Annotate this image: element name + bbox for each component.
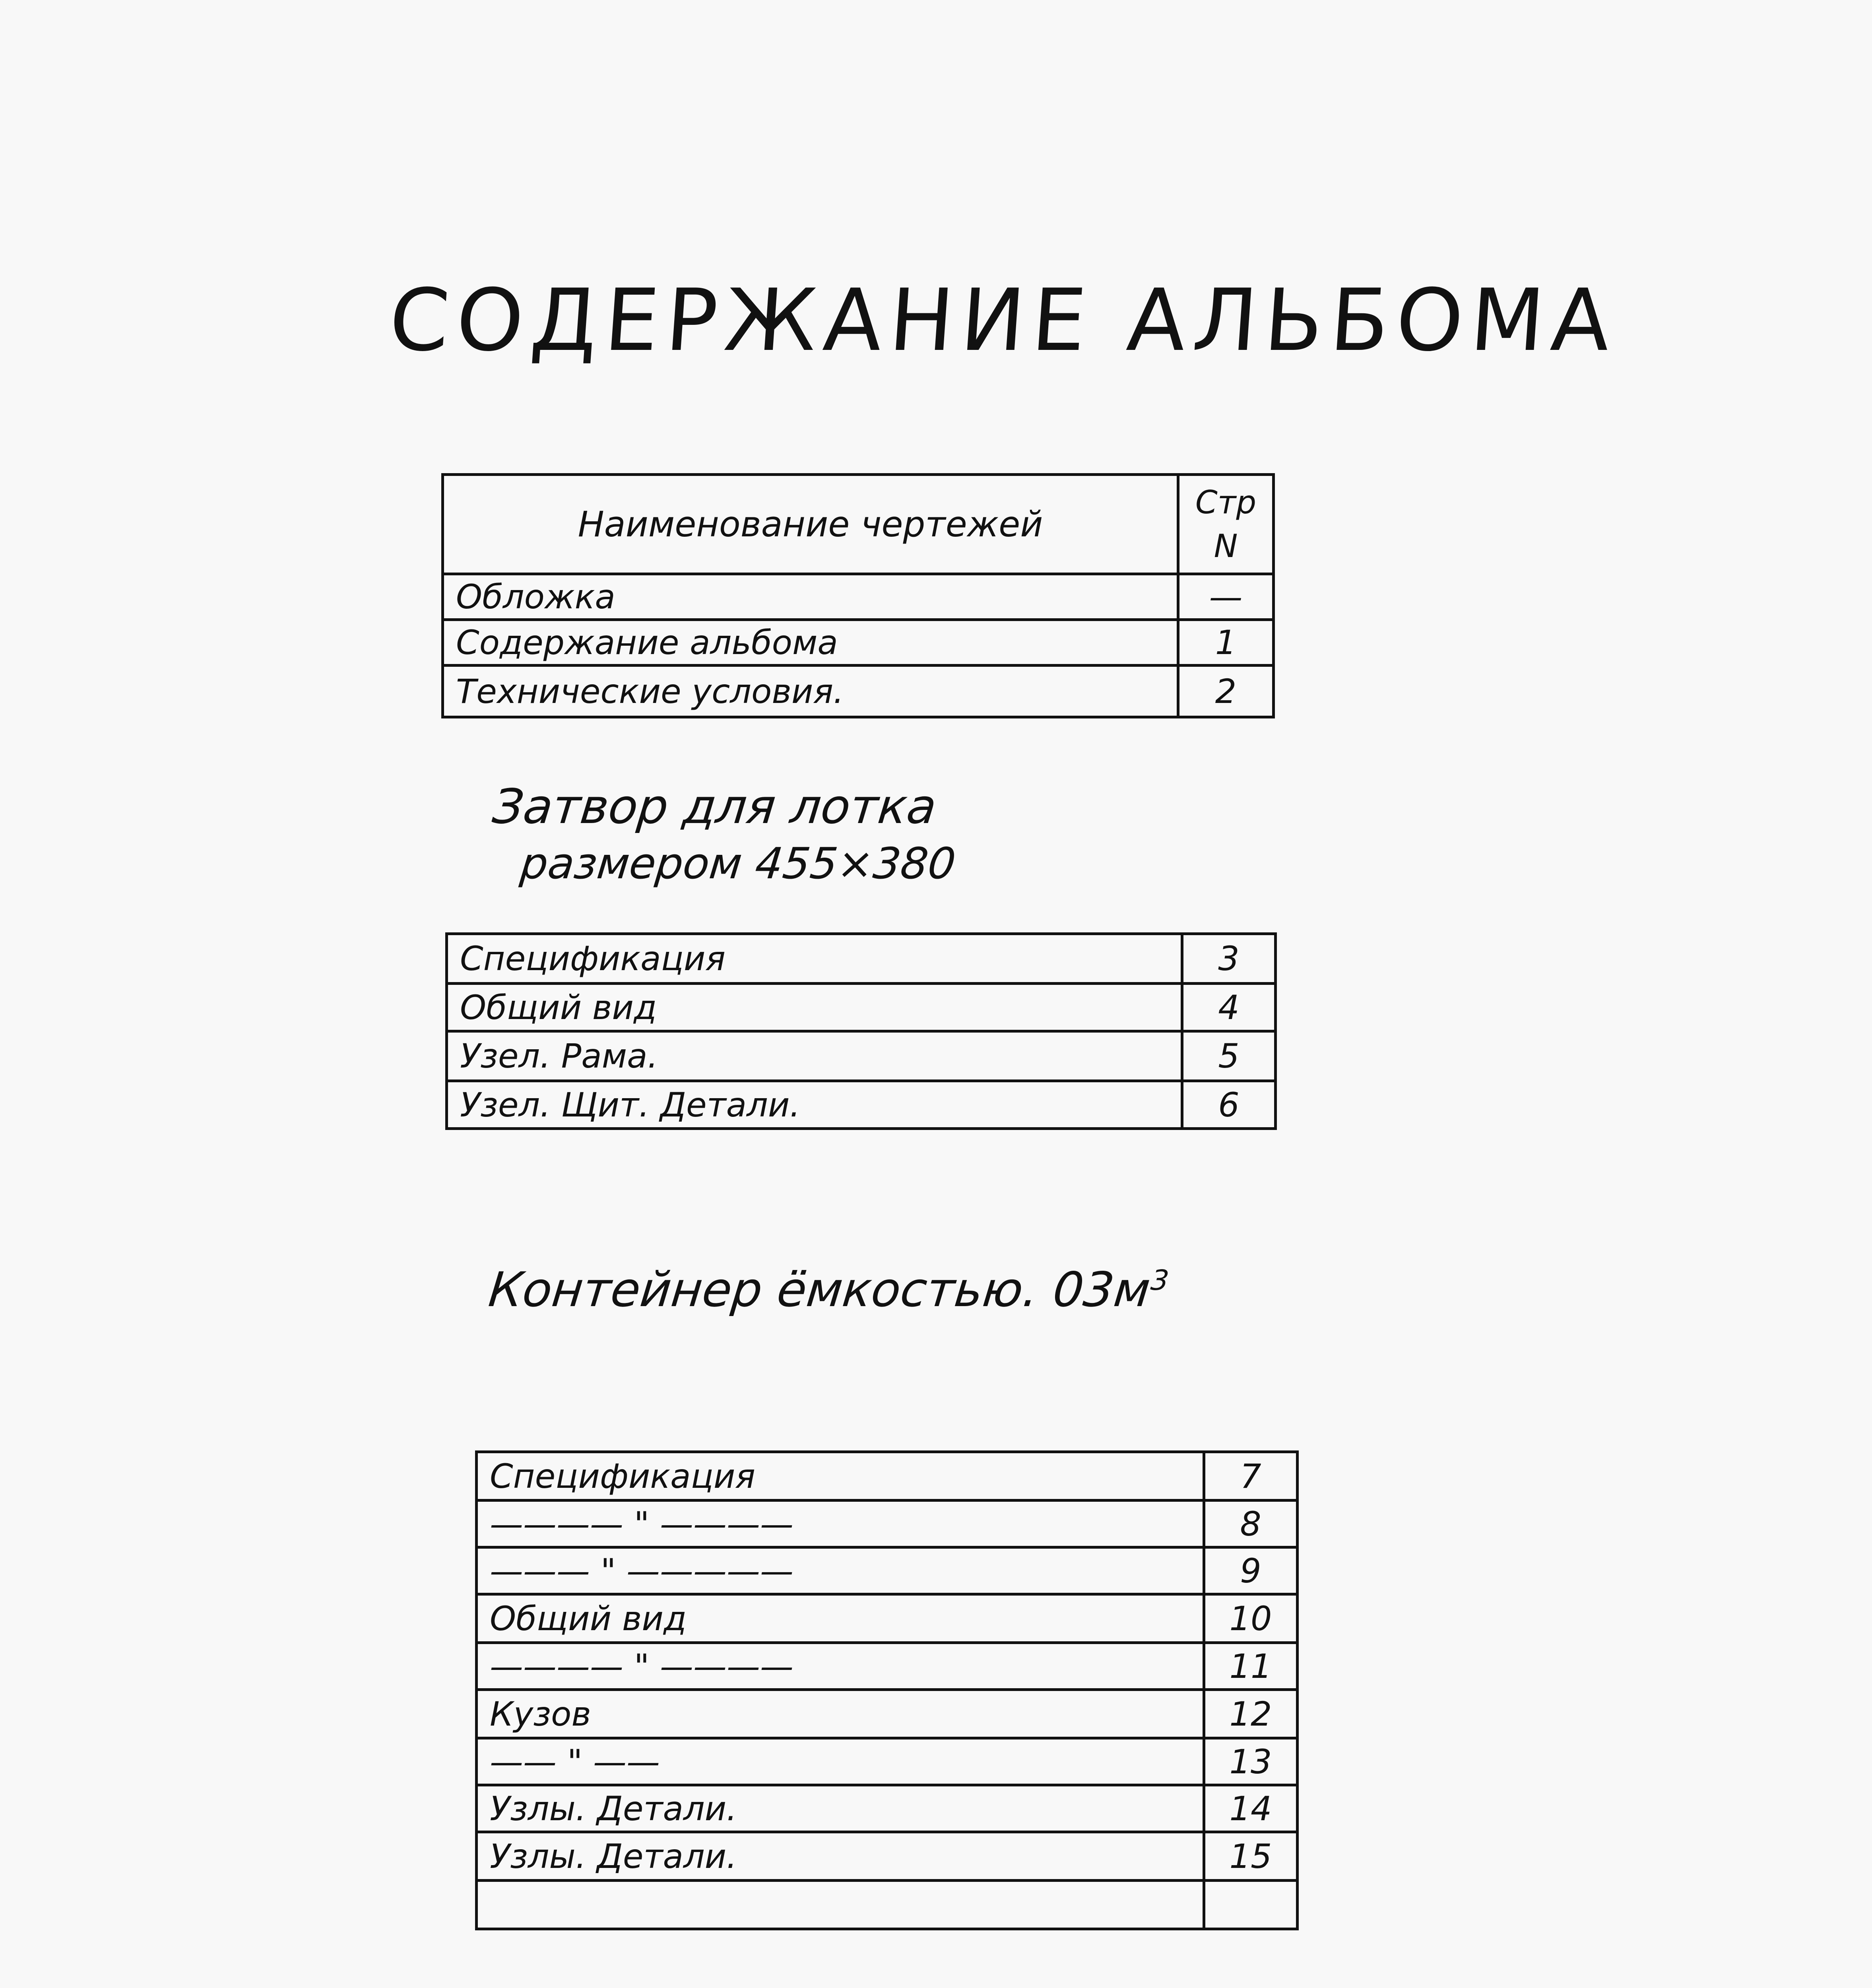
table-row <box>443 666 1274 717</box>
row-page-cell: 5 <box>1182 1031 1276 1081</box>
row-page-cell: 11 <box>1204 1643 1298 1690</box>
table-row <box>443 620 1274 666</box>
row-page-cell: 10 <box>1204 1594 1298 1643</box>
row-page-cell: 1 <box>1178 620 1274 666</box>
row-page-cell: — <box>1178 574 1274 620</box>
table-row <box>477 1547 1298 1594</box>
row-page-cell: 4 <box>1182 984 1276 1031</box>
contents-table-container <box>475 1450 1299 1930</box>
cubic-superscript: 3 <box>1149 1264 1171 1297</box>
row-page-cell <box>1204 1881 1298 1929</box>
table-row <box>477 1594 1298 1643</box>
container-heading-text: Контейнер ёмкостью. 03м <box>486 1262 1153 1318</box>
table-row <box>443 574 1274 620</box>
row-name-cell: Технические условия. <box>443 666 1178 717</box>
table-row <box>447 934 1276 984</box>
row-page-cell: 14 <box>1204 1785 1298 1832</box>
table-row <box>477 1643 1298 1690</box>
row-name-cell: Узел. Щит. Детали. <box>447 1081 1182 1129</box>
row-page-cell: 2 <box>1178 666 1274 717</box>
row-page-cell: 12 <box>1204 1690 1298 1738</box>
contents-table-general <box>441 473 1275 718</box>
table-row <box>477 1785 1298 1832</box>
row-page-cell: 15 <box>1204 1832 1298 1881</box>
section-subheading-gate-size: размером 455×380 <box>518 839 958 889</box>
table-row <box>477 1452 1298 1501</box>
row-name-cell: Содержание альбома <box>443 620 1178 666</box>
table-row <box>477 1881 1298 1929</box>
table-row <box>447 1081 1276 1129</box>
section-heading-container <box>486 1262 1171 1318</box>
row-page-cell: 7 <box>1204 1452 1298 1501</box>
row-page-cell: 6 <box>1182 1081 1276 1129</box>
row-name-cell: Узлы. Детали. <box>477 1785 1204 1832</box>
row-name-cell: Узлы. Детали. <box>477 1832 1204 1881</box>
section-heading-gate: Затвор для лотка <box>490 779 939 835</box>
row-page-cell: 13 <box>1204 1738 1298 1785</box>
table-row <box>477 1832 1298 1881</box>
row-name-cell: ———— " ———— <box>477 1643 1204 1690</box>
table-header-row <box>443 475 1274 574</box>
row-name-cell: ———— " ———— <box>477 1501 1204 1547</box>
row-name-cell: Обложка <box>443 574 1178 620</box>
row-name-cell: Спецификация <box>447 934 1182 984</box>
row-page-cell: 9 <box>1204 1547 1298 1594</box>
header-page-cell: Стр N <box>1178 475 1274 574</box>
row-name-cell: ——— " ————— <box>477 1547 1204 1594</box>
row-page-cell: 3 <box>1182 934 1276 984</box>
page-title: СОДЕРЖАНИЕ АЛЬБОМА <box>386 270 1621 370</box>
row-name-cell: Общий вид <box>447 984 1182 1031</box>
row-name-cell: Узел. Рама. <box>447 1031 1182 1081</box>
contents-table-gate <box>445 932 1277 1130</box>
table-row <box>477 1690 1298 1738</box>
row-name-cell: Спецификация <box>477 1452 1204 1501</box>
row-name-cell: —— " —— <box>477 1738 1204 1785</box>
row-name-cell: Кузов <box>477 1690 1204 1738</box>
table-row <box>447 1031 1276 1081</box>
row-page-cell: 8 <box>1204 1501 1298 1547</box>
table-row <box>447 984 1276 1031</box>
header-name-cell: Наименование чертежей <box>443 475 1178 574</box>
row-name-cell <box>477 1881 1204 1929</box>
table-row <box>477 1738 1298 1785</box>
table-row <box>477 1501 1298 1547</box>
row-name-cell: Общий вид <box>477 1594 1204 1643</box>
